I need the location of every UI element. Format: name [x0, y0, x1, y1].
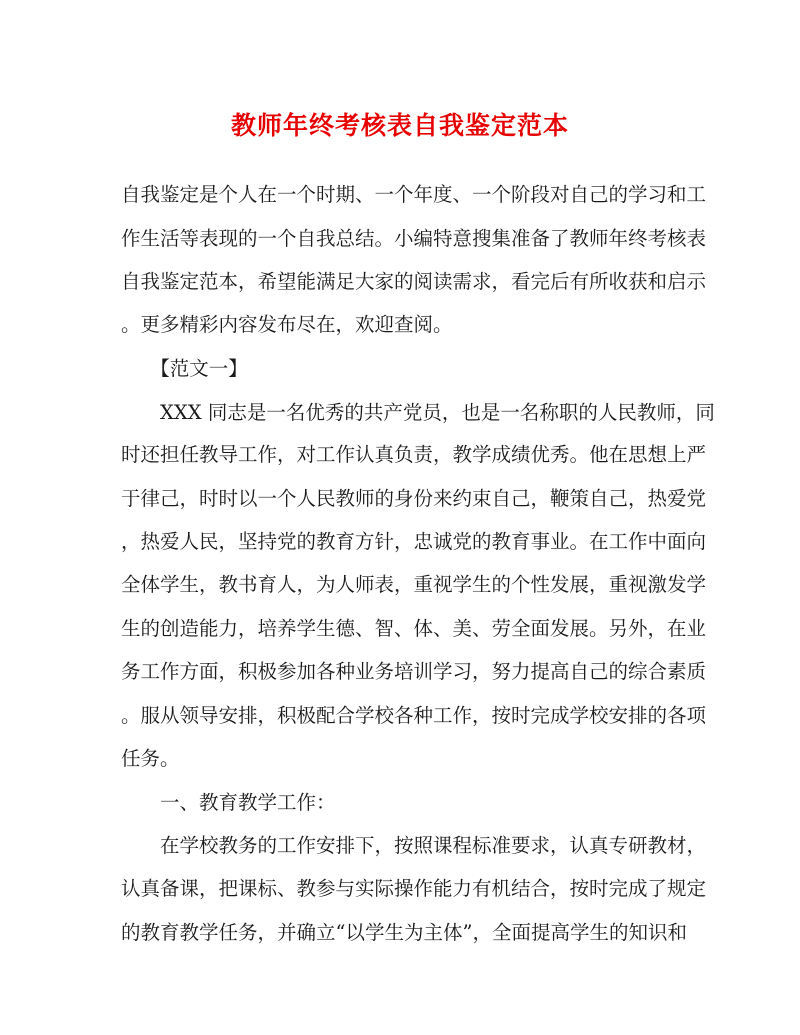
body-line: 。更多精彩内容发布尽在，欢迎查阅。 — [121, 313, 453, 336]
document-title: 教师年终考核表自我鉴定范本 — [230, 111, 569, 140]
body-line: 认真备课，把课标、教参与实际操作能力有机结合，按时完成了规定 — [121, 877, 707, 900]
body-line: 作生活等表现的一个自我总结。小编特意搜集准备了教师年终考核表 — [121, 227, 707, 250]
body-line: 自我鉴定范本，希望能满足大家的阅读需求，看完后有所收获和启示 — [121, 270, 707, 293]
body-line: 在学校教务的工作安排下，按照课程标准要求，认真专研教材， — [121, 834, 707, 857]
body-line: 全体学生，教书育人，为人师表，重视学生的个性发展，重视激发学 — [121, 573, 707, 596]
section-heading-teaching-work: 一、教育教学工作： — [121, 791, 336, 814]
body-line: 自我鉴定是个人在一个时期、一个年度、一个阶段对自己的学习和工 — [121, 183, 707, 206]
body-line: 务工作方面，积极参加各种业务培训学习，努力提高自己的综合素质 — [121, 660, 707, 683]
body-line: 时还担任教导工作，对工作认真负责，教学成绩优秀。他在思想上严 — [121, 443, 707, 466]
body-line: 于律己，时时以一个人民教师的身份来约束自己，鞭策自己，热爱党 — [121, 487, 707, 510]
body-line: 的教育教学任务，并确立“以学生为主体”，全面提高学生的知识和 — [121, 921, 687, 944]
body-line: 任务。 — [121, 747, 180, 770]
body-line: 。服从领导安排，积极配合学校各种工作，按时完成学校安排的各项 — [121, 704, 707, 727]
body-line: XXX 同志是一名优秀的共产党员，也是一名称职的人民教师，同 — [121, 401, 715, 424]
body-line: ，热爱人民，坚持党的教育方针，忠诚党的教育事业。在工作中面向 — [121, 530, 707, 553]
body-line: 生的创造能力，培养学生德、智、体、美、劳全面发展。另外，在业 — [121, 617, 707, 640]
section-heading-fanwen-1: 【范文一】 — [121, 357, 248, 380]
